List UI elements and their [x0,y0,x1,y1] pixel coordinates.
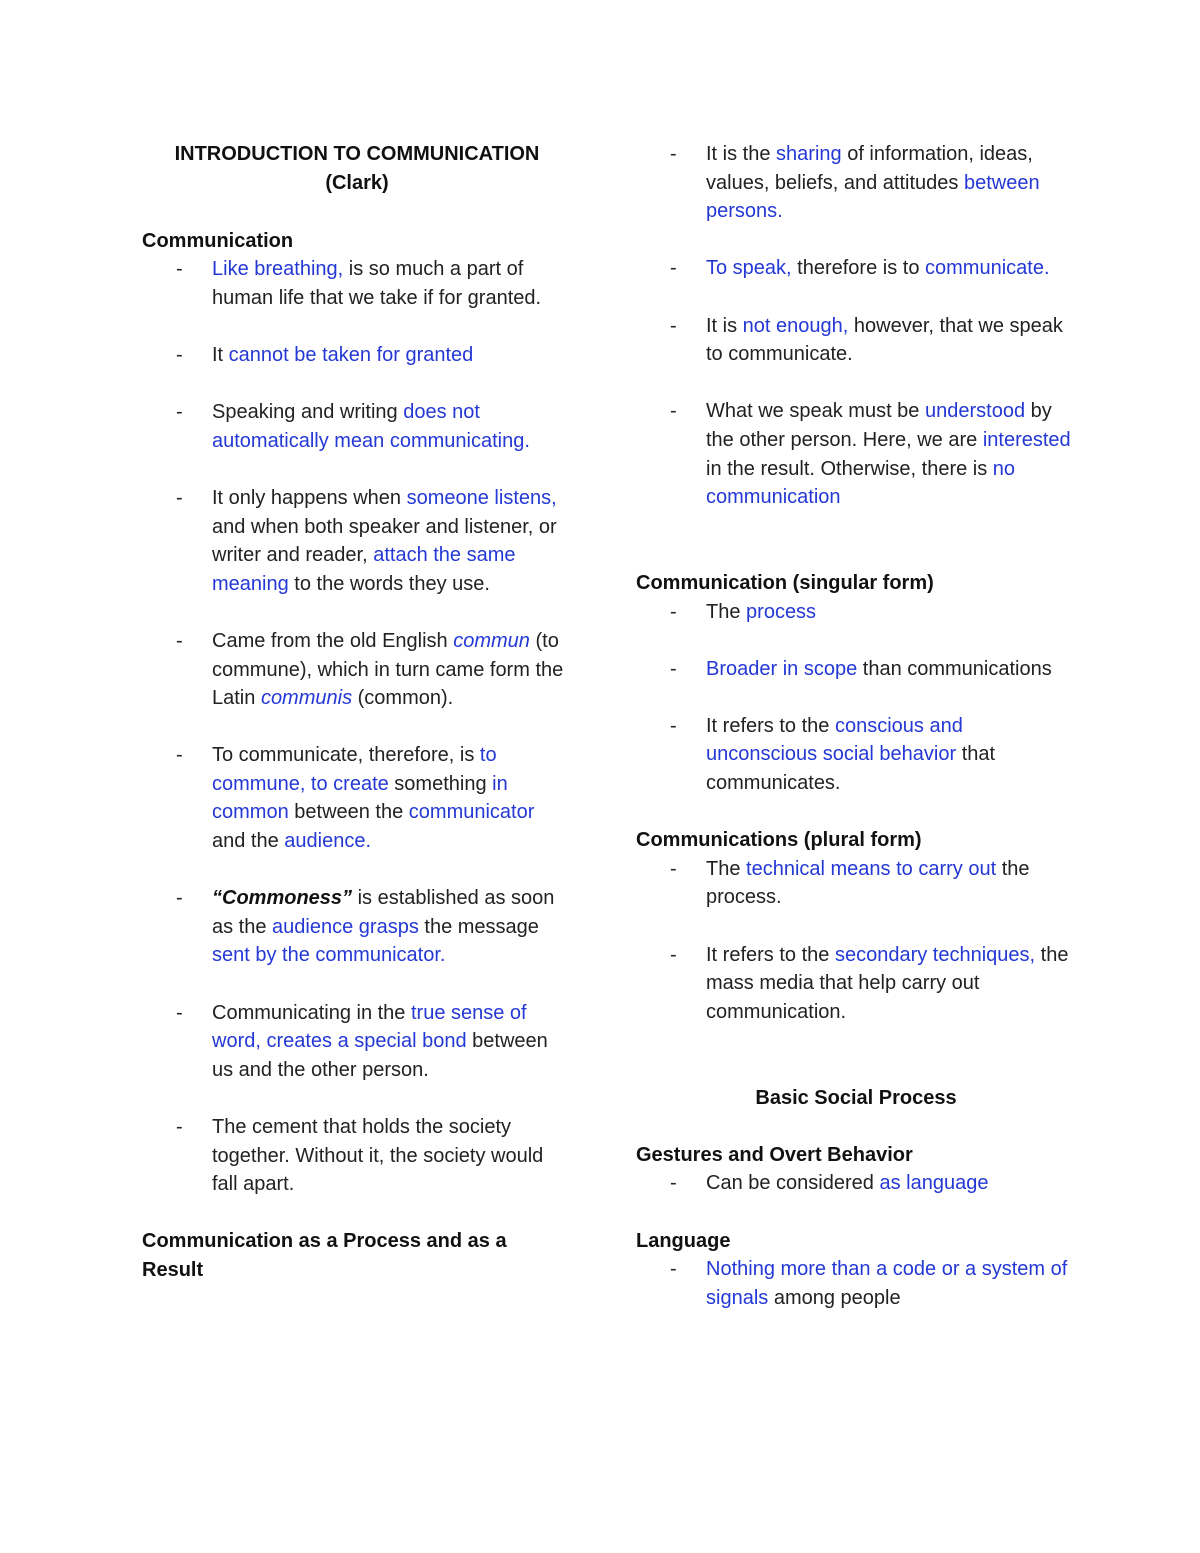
bullet-dash: - [670,314,677,337]
highlighted-text: conscious and unconscious social behavior [706,714,963,766]
highlighted-text: to commune, to create [212,744,497,795]
right-column [636,140,1076,1312]
highlighted-text: audience grasps [272,915,419,938]
bullet-dash: - [670,257,677,280]
highlighted-text: between persons. [706,171,1040,223]
highlighted-text: process [746,600,817,623]
bullet-dash: - [670,400,677,423]
body-text: It is the [706,143,777,165]
bullet-to-speak [636,254,1076,283]
body-text: Speaking and writing [212,401,404,424]
body-text: The [706,857,747,880]
body-text: however, that we speak to communicate. [706,314,1063,366]
bullet-dash: - [176,744,183,767]
body-text: It refers to the [706,714,835,737]
bullet-dash: - [176,486,183,509]
body-text: It [212,343,229,366]
title-line-2: (Clark) [325,172,389,194]
body-text: It only happens when [212,486,407,509]
highlighted-text: no communication [706,457,1016,509]
body-text: of information, ideas, values, beliefs, and attitudes [706,143,1033,194]
body-text: What we speak must be [706,400,925,423]
highlighted-text: sent by the communicator. [212,944,446,967]
bullet-speaking-writing [142,398,572,455]
heading-process-and-result: Communication as a Process and as a Result [142,1230,507,1281]
body-text: is established as soon as the [212,887,555,938]
bullet-code-of-signals [636,1255,1076,1312]
bullet-dash: - [176,629,183,652]
highlighted-text: sharing [776,143,842,165]
highlighted-text: interested [982,428,1071,451]
heading-language: Language [636,1229,731,1252]
title-line-1: INTRODUCTION TO COMMUNICATION [174,143,540,165]
bullet-dash: - [670,714,677,737]
bullet-dash: - [176,1116,183,1138]
body-text: the message [418,915,539,938]
body-text: The [706,600,747,623]
body-text: that communicates. [706,743,996,795]
body-text: between us and the other person. [212,1030,548,1081]
bullet-dash: - [176,401,183,424]
highlighted-text: Nothing more than a code or a system of signals [706,1258,1068,1309]
body-text: It refers to the [706,943,835,966]
bullet-to-commune [142,741,572,855]
bullet-dash: - [176,258,183,281]
left-column [142,140,572,1285]
highlighted-text: technical means to carry out [746,857,997,880]
bullet-cement [142,1113,572,1199]
body-text: and when both speaker and listener, or writer and reader, [212,515,557,567]
document-title [142,140,572,198]
bullet-technical-means [636,855,1076,912]
bullet-special-bond [142,999,572,1085]
highlighted-text: Broader in scope [706,657,858,680]
bullet-someone-listens [142,484,572,598]
highlighted-text: To speak, [706,257,792,280]
body-text: To communicate, therefore, is [212,744,480,767]
highlighted-italic-term: communis [260,687,353,710]
bullet-sharing [636,140,1076,226]
bullet-dash: - [176,343,183,366]
body-text: between the [288,801,409,824]
heading-basic-social-process: Basic Social Process [755,1086,957,1109]
heading-singular-form: Communication (singular form) [636,571,934,594]
bullet-the-process [636,598,1076,627]
highlighted-text: communicate. [925,257,1050,280]
highlighted-text: in common [212,772,508,824]
bullet-dash: - [176,887,183,910]
body-text: (common). [352,687,454,710]
body-text: therefore is to [791,257,926,280]
bullet-social-behavior [636,712,1076,798]
bullet-secondary-techniques [636,941,1076,1027]
highlighted-text: secondary techniques, [834,943,1036,966]
bullet-commoness [142,884,572,970]
highlighted-text: communicator [408,801,535,824]
highlighted-text: cannot be taken for granted [228,343,474,366]
body-text: and the [212,830,285,853]
bullet-understood [636,397,1076,511]
heading-communication: Communication [142,229,294,252]
bullet-dash: - [670,857,677,880]
bullet-dash: - [670,143,677,165]
bullet-broader-scope [636,655,1076,684]
body-text: something [388,772,493,795]
highlighted-text: true sense of word, creates a special bond [212,1001,527,1053]
bullet-as-language [636,1169,1076,1198]
bullet-dash: - [670,600,677,623]
body-text: by the other person. Here, we are [706,400,1052,451]
body-text: in the result. Otherwise, there is [706,457,993,480]
highlighted-text: not enough, [742,314,849,337]
body-text: than communications [857,657,1052,680]
bullet-dash: - [670,943,677,966]
highlighted-text: understood [924,400,1026,423]
highlighted-italic-term: commun [453,629,530,652]
highlighted-text: does not automatically mean communicating. [212,401,530,452]
heading-plural-form: Communications (plural form) [636,829,922,852]
bullet-not-enough [636,312,1076,369]
body-text: Came from the old English [212,629,454,652]
highlighted-text: as language [879,1172,989,1195]
highlighted-text: Like breathing, [212,258,344,281]
bullet-dash: - [670,1258,677,1281]
body-text: Communicating in the [212,1001,411,1024]
body-text: among people [768,1286,901,1309]
body-text: Can be considered [706,1172,880,1195]
bullet-dash: - [670,657,677,680]
bullet-like-breathing [142,255,572,312]
body-text: to the words they use. [288,572,490,595]
highlighted-text: attach the same meaning [212,544,516,595]
body-text: the process. [706,857,1030,909]
emphasized-term: “Commoness” [212,887,353,910]
body-text: It is [706,314,743,337]
bullet-cannot-be-taken [142,341,572,370]
bullet-dash: - [176,1001,183,1024]
body-text: (to commune), which in turn came form the Latin [212,629,564,710]
body-text: the mass media that help carry out communication. [706,943,1069,1023]
highlighted-text: audience. [284,830,372,853]
heading-gestures: Gestures and Overt Behavior [636,1143,913,1166]
highlighted-text: someone listens, [406,486,557,509]
body-text: is so much a part of human life that we take if for granted. [212,258,542,309]
bullet-dash: - [670,1172,677,1195]
body-text: The cement that holds the society together. Without it, the society would fall apart. [212,1116,544,1196]
bullet-etymology [142,627,572,713]
